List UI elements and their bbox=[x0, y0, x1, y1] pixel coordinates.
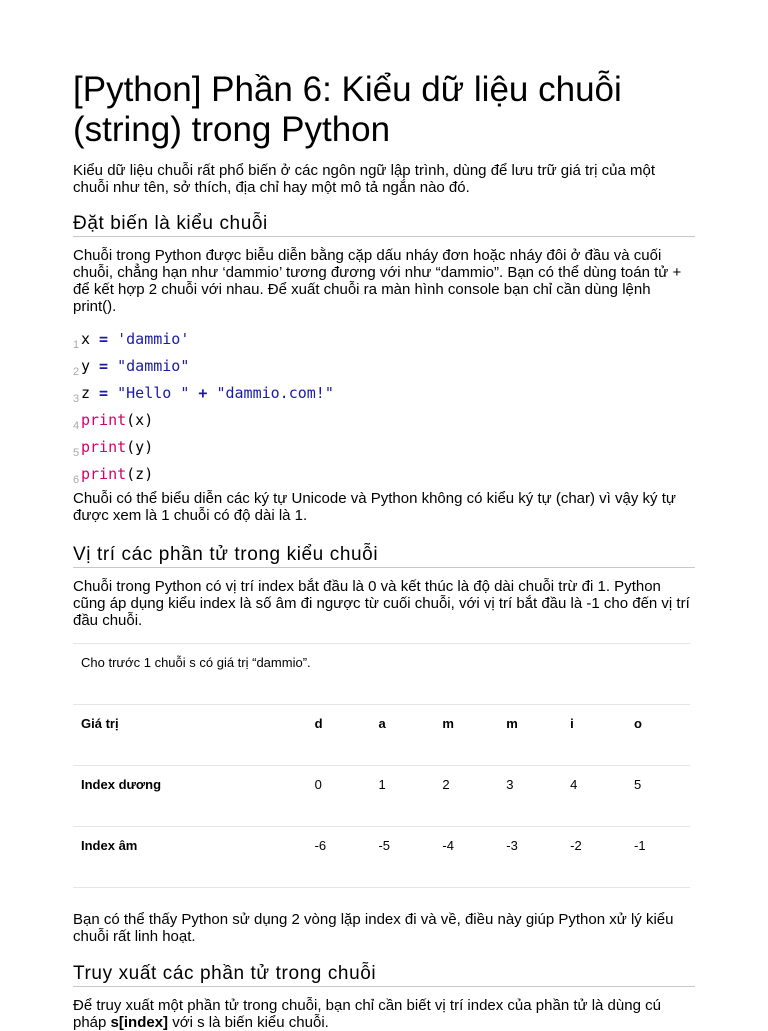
table-row bbox=[73, 705, 690, 766]
code-argument: (y) bbox=[126, 438, 154, 456]
table-cell: 2 bbox=[434, 766, 498, 827]
line-number: 3 bbox=[73, 393, 80, 405]
code-function: print bbox=[81, 465, 127, 483]
table-cell: m bbox=[434, 705, 498, 766]
table-cell: 1 bbox=[370, 766, 434, 827]
code-operator: = bbox=[90, 330, 118, 348]
code-variable: x bbox=[81, 330, 91, 348]
row-label: Index âm bbox=[73, 827, 307, 888]
code-operator: = bbox=[90, 384, 118, 402]
code-line bbox=[73, 326, 695, 353]
code-line bbox=[73, 461, 695, 488]
line-number: 5 bbox=[73, 447, 80, 459]
code-function: print bbox=[81, 438, 127, 456]
code-operator: + bbox=[189, 384, 217, 402]
row-label: Index dương bbox=[73, 766, 307, 827]
section3-text: Để truy xuất một phần tử trong chuỗi, bạn chỉ cần biết vị trí index của phần tử là dùng cú pháp bbox=[73, 997, 661, 1031]
table-cell: -3 bbox=[498, 827, 562, 888]
page-title: [Python] Phần 6: Kiểu dữ liệu chuỗi (string) trong Python bbox=[73, 70, 622, 149]
section2-paragraph: Chuỗi trong Python có vị trí index bắt đầu là 0 và kết thúc là độ dài chuỗi trừ đi 1. Python cũng áp dụng kiểu index là số âm đi ngược từ cuối chuỗi, với vị trí bắt đầu là -1 cho đến vị trí đầu chuỗi. bbox=[73, 578, 690, 629]
code-string: "dammio" bbox=[117, 357, 190, 375]
line-number: 4 bbox=[73, 420, 80, 432]
code-variable: z bbox=[81, 384, 91, 402]
code-string: 'dammio' bbox=[117, 330, 190, 348]
inline-code-syntax: s[index] bbox=[110, 1014, 169, 1031]
table-row bbox=[73, 766, 690, 827]
code-line bbox=[73, 407, 695, 434]
code-argument: (x) bbox=[126, 411, 154, 429]
table-cell: o bbox=[626, 705, 690, 766]
table-cell: m bbox=[498, 705, 562, 766]
intro-paragraph: Kiểu dữ liệu chuỗi rất phổ biến ở các ngôn ngữ lập trình, dùng để lưu trữ giá trị của một chuỗi như tên, sở thích, địa chỉ hay một mô tả ngắn nào đó. bbox=[73, 162, 656, 196]
table-cell: -1 bbox=[626, 827, 690, 888]
table-caption: Cho trước 1 chuỗi s có giá trị “dammio”. bbox=[73, 644, 690, 705]
section3-text-end: với s là biến kiểu chuỗi. bbox=[168, 1014, 329, 1031]
table-cell: 3 bbox=[498, 766, 562, 827]
table-row bbox=[73, 827, 690, 888]
table-cell: a bbox=[370, 705, 434, 766]
code-string: "dammio.com!" bbox=[216, 384, 334, 402]
table-cell: 4 bbox=[562, 766, 626, 827]
section-heading-access-elements: Truy xuất các phần tử trong chuỗi bbox=[73, 963, 695, 987]
section3-paragraph bbox=[73, 997, 695, 1031]
line-number: 6 bbox=[73, 474, 80, 486]
section1-paragraph: Chuỗi trong Python được biễu diễn bằng cặp dấu nháy đơn hoặc nháy đôi ở đầu và cuối chuỗi, chẳng hạn như ‘dammio’ tương đương với như “dammio”. Bạn có thể dùng toán tử + để kết hợp 2 chuỗi với nhau. Để xuất chuỗi ra màn hình console bạn chỉ cần dùng lệnh print(). bbox=[73, 247, 682, 315]
code-line bbox=[73, 380, 695, 407]
table-cell: -4 bbox=[434, 827, 498, 888]
table-caption-row bbox=[73, 644, 690, 705]
code-block bbox=[73, 326, 695, 488]
table-cell: -6 bbox=[307, 827, 371, 888]
section-heading-string-positions: Vị trí các phần tử trong kiểu chuỗi bbox=[73, 544, 695, 568]
row-label: Giá trị bbox=[73, 705, 307, 766]
code-variable: y bbox=[81, 357, 91, 375]
line-number: 2 bbox=[73, 366, 80, 378]
section2-paragraph-2: Bạn có thể thấy Python sử dụng 2 vòng lặp index đi và về, điều này giúp Python xử lý kiểu chuỗi rất linh hoạt. bbox=[73, 911, 674, 945]
table-cell: 0 bbox=[307, 766, 371, 827]
code-string: "Hello " bbox=[117, 384, 190, 402]
code-function: print bbox=[81, 411, 127, 429]
section1-paragraph-2: Chuỗi có thể biểu diễn các ký tự Unicode và Python không có kiểu ký tự (char) vì vậy ký tự được xem là 1 chuỗi có độ dài là 1. bbox=[73, 490, 676, 524]
code-line bbox=[73, 434, 695, 461]
line-number: 1 bbox=[73, 339, 80, 351]
table-cell: -5 bbox=[370, 827, 434, 888]
code-argument: (z) bbox=[126, 465, 154, 483]
code-line bbox=[73, 353, 695, 380]
code-operator: = bbox=[90, 357, 118, 375]
table-cell: d bbox=[307, 705, 371, 766]
table-cell: -2 bbox=[562, 827, 626, 888]
article-body bbox=[73, 70, 695, 1031]
index-table bbox=[73, 643, 690, 888]
table-cell: 5 bbox=[626, 766, 690, 827]
table-cell: i bbox=[562, 705, 626, 766]
section-heading-string-variable: Đặt biến là kiểu chuỗi bbox=[73, 213, 695, 237]
